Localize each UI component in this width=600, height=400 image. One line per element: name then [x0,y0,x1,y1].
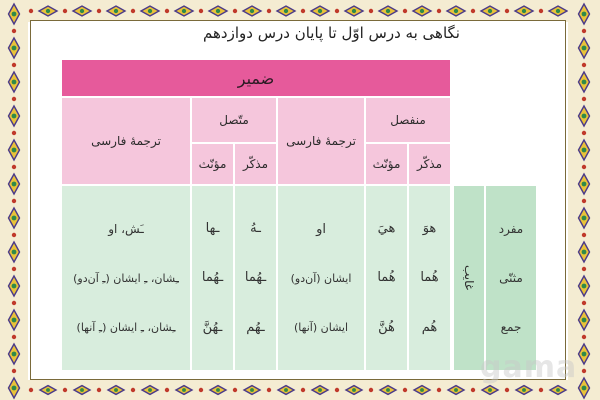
attached-translation-column [62,186,190,370]
cell-separate-masc: هوَ [422,221,437,237]
cell-separate-fem: هُما [377,270,396,286]
cell-attached-masc: ـهُ [250,221,261,237]
cell-separate-fem: هيَ [377,221,396,237]
cell-attached-masc: ـهُما [244,270,267,286]
attached-masc-column [235,186,276,370]
row-label-plural: جمع [500,320,522,335]
separate-masc-column [409,186,450,370]
row-label-singular: مفرد [498,221,524,236]
decorative-border-top [0,0,600,22]
header-attached-masc: مذکّر [235,144,276,184]
separate-fem-column [366,186,407,370]
decorative-border-right [568,0,600,400]
page-title: نگاهی به درس اوّل تا پایان درس دوازدهم [203,24,460,42]
cell-separate-masc: هُم [421,319,438,335]
cell-attached-masc: ـهُم [246,319,265,335]
header-attached: متّصل [192,98,276,142]
watermark-logo: gama [480,350,578,385]
header-separate-masc: مذکّر [409,144,450,184]
header-separate-fem: مؤنّث [366,144,407,184]
row-label-dual: مثنّی [499,270,523,285]
cell-separate-fem: هُنَّ [378,319,395,335]
header-separate: منفصل [366,98,450,142]
absent-label: غایب [454,186,484,370]
cell-attached-translation: ـِشان، ـِ ایشان (ـِ آنها) [76,321,176,334]
cell-separate-translation: ایشان (آن‌دو) [290,272,352,286]
attached-fem-column [192,186,233,370]
cell-attached-translation: ـَش، او [108,222,144,236]
cell-separate-translation: او [316,221,326,237]
cell-separate-translation: ایشان (آنها) [294,321,348,335]
decorative-border-left [0,0,28,400]
header-pronoun: ضمیر [62,60,450,96]
cell-attached-fem: ـها [205,221,220,237]
header-separate-translation: ترجمهٔ فارسی [278,98,364,184]
cell-attached-translation: ـِشان، ـِ ایشان (ـِ آن‌دو) [73,272,179,285]
header-attached-fem: مؤنّث [192,144,233,184]
row-labels-column [486,186,536,370]
separate-translation-column [278,186,364,370]
cell-attached-fem: ـهُما [201,270,224,286]
header-attached-translation: ترجمهٔ فارسی [62,98,190,184]
cell-separate-masc: هُما [420,270,439,286]
cell-attached-fem: ـهُنَّ [202,319,223,335]
